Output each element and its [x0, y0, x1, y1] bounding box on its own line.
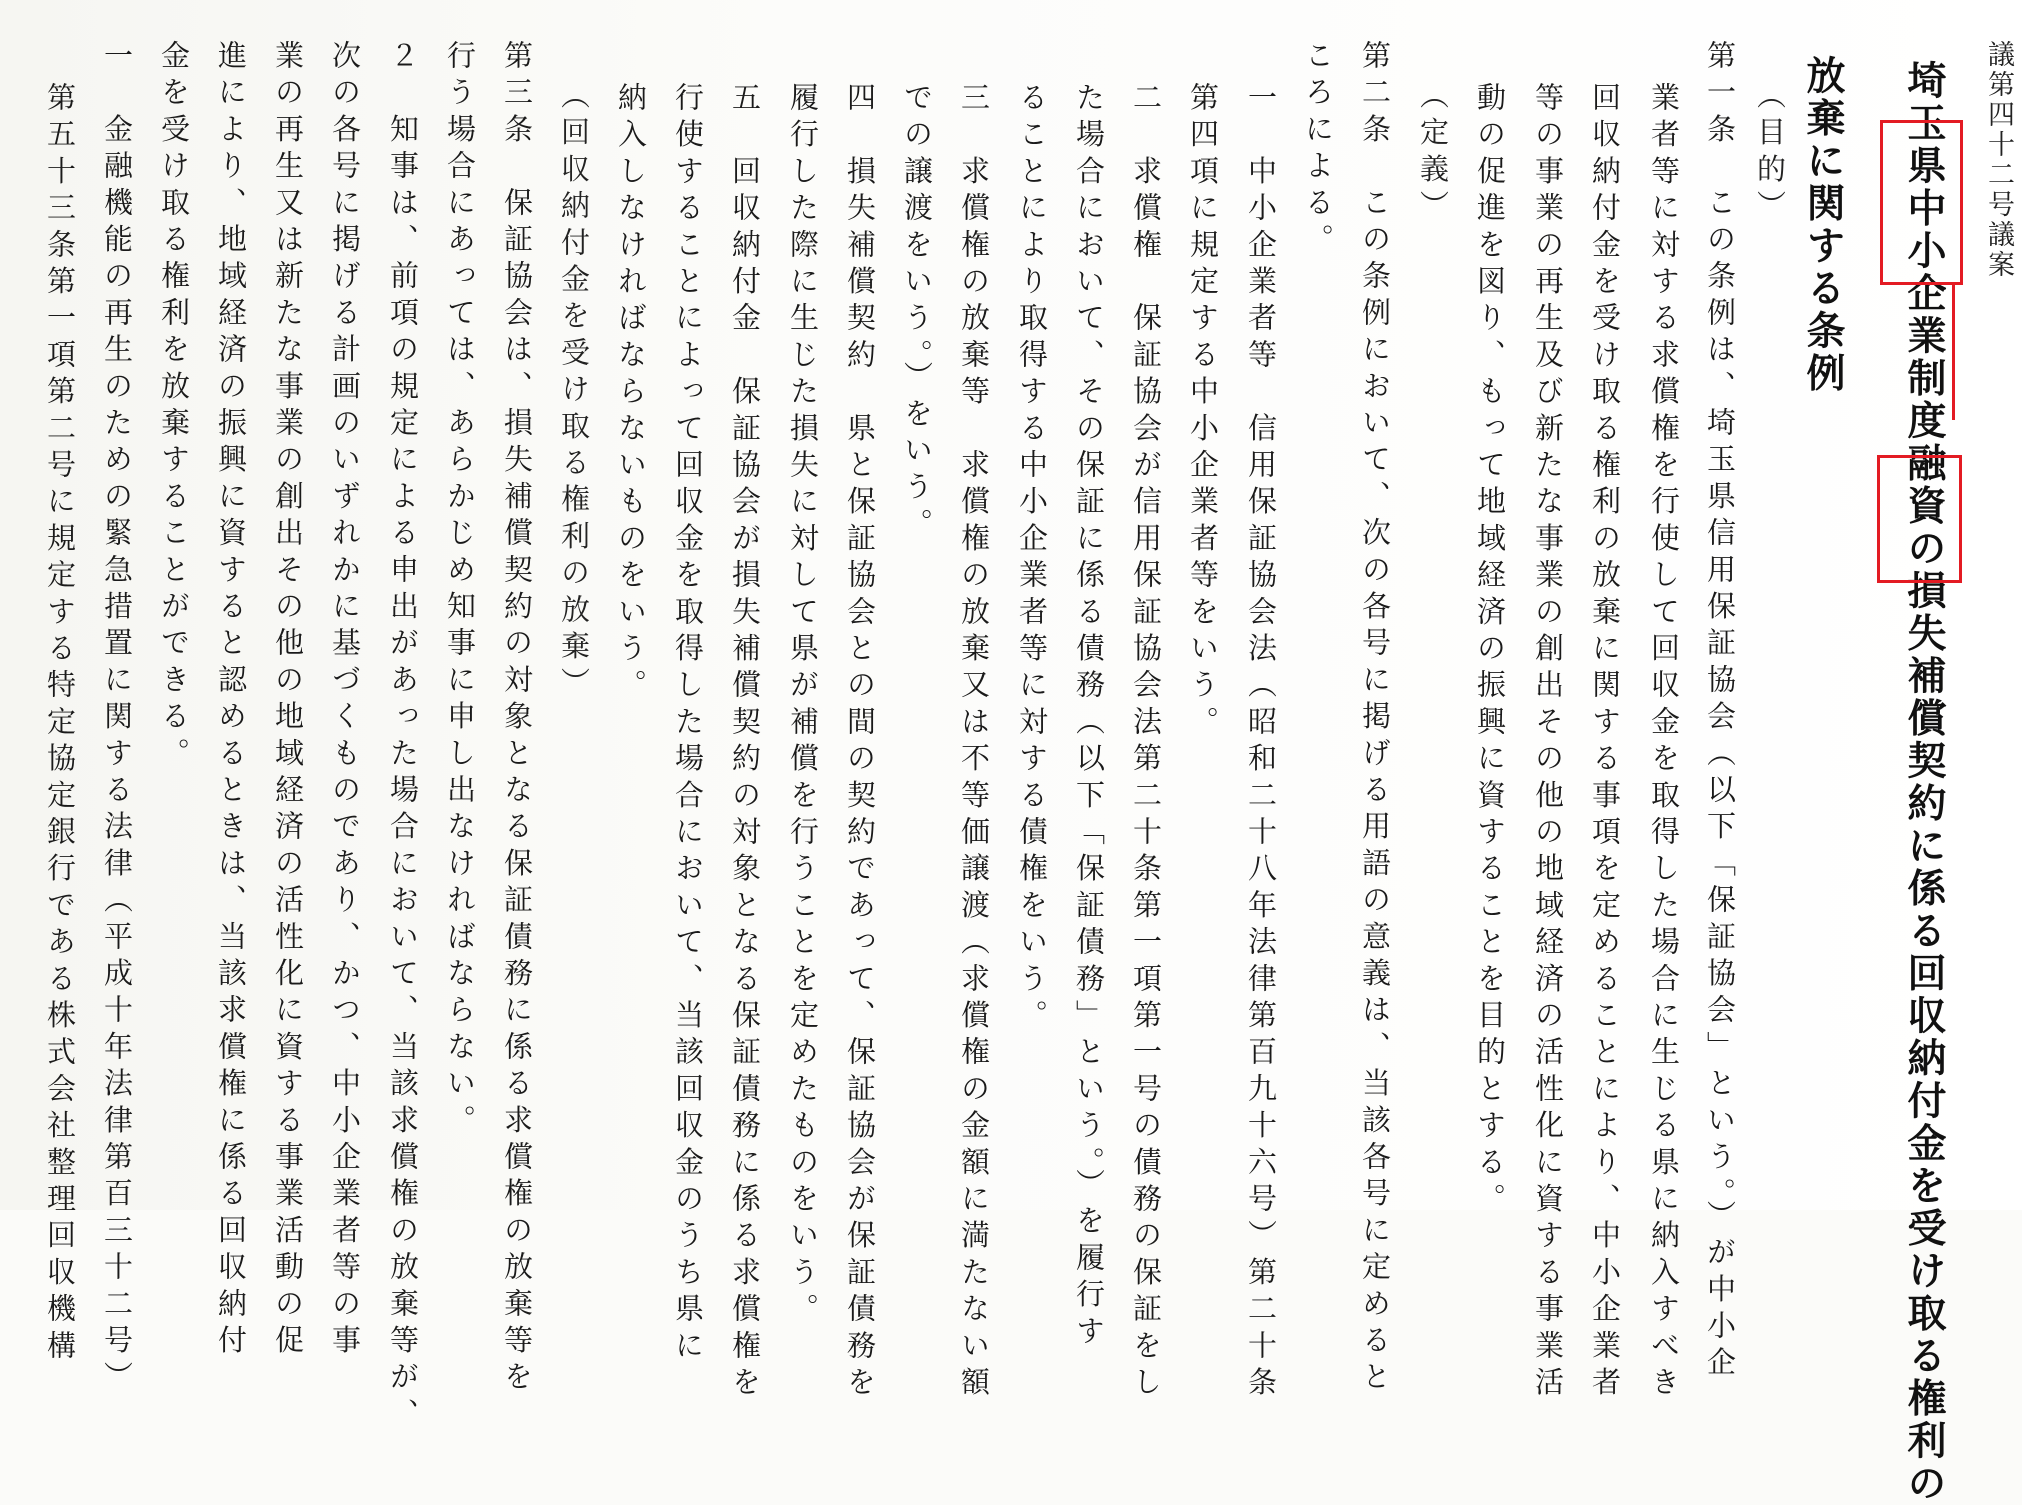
body-column: 次の各号に掲げる計画のいずれかに基づくものであり、かつ、中小企業者等の事: [328, 40, 362, 1362]
body-column: 納入しなければならないものをいう。: [614, 82, 648, 706]
title-line-1: 埼玉県中小企業制度融資の損失補償契約に係る回収納付金を受け取る権利の: [1901, 60, 1947, 1505]
body-column: 一 金融機能の再生のための緊急措置に関する法律（平成十年法律第百三十二号）: [100, 40, 134, 1398]
body-column: 二 求償権 保証協会が信用保証協会法第二十条第一項第一号の債務の保証をし: [1129, 82, 1163, 1404]
body-column: 五 回収納付金 保証協会が損失補償契約の対象となる保証債務に係る求償権を: [728, 82, 762, 1404]
body-column: 行う場合にあっては、あらかじめ知事に申し出なければならない。: [443, 40, 477, 1141]
body-column: ることにより取得する中小企業者等に対する債権をいう。: [1015, 82, 1049, 1037]
title-line-2: 放棄に関する条例: [1800, 55, 1846, 395]
body-column: 動の促進を図り、もって地域経済の振興に資することを目的とする。: [1473, 82, 1507, 1220]
body-column: 第三条 保証協会は、損失補償契約の対象となる保証債務に係る求償権の放棄等を: [500, 40, 534, 1398]
body-column: 第四項に規定する中小企業者等をいう。: [1186, 82, 1220, 743]
body-column: 業者等に対する求償権を行使して回収金を取得した場合に生じる県に納入すべき: [1647, 82, 1681, 1404]
heading-definitions: （定義）: [1416, 80, 1450, 227]
body-column: 第一条 この条例は、埼玉県信用保証協会（以下「保証協会」という。）が中小企: [1703, 40, 1737, 1384]
body-column: 第二条 この条例において、次の各号に掲げる用語の意義は、当該各号に定めると: [1358, 40, 1392, 1398]
heading-waiver: （回収納付金を受け取る権利の放棄）: [557, 80, 591, 704]
body-column: 履行した際に生じた損失に対して県が補償を行うことを定めたものをいう。: [786, 82, 820, 1330]
body-column: での譲渡をいう。）をいう。: [900, 82, 934, 545]
body-column: 三 求償権の放棄等 求償権の放棄又は不等価譲渡（求償権の金額に満たない額: [957, 82, 991, 1404]
body-column: 四 損失補償契約 県と保証協会との間の契約であって、保証協会が保証債務を: [843, 82, 877, 1404]
body-column: 金を受け取る権利を放棄することができる。: [157, 40, 191, 774]
body-column: 行使することによって回収金を取得した場合において、当該回収金のうち県に: [671, 82, 705, 1367]
body-column: 業の再生又は新たな事業の創出その他の地域経済の活性化に資する事業活動の促: [271, 40, 305, 1362]
body-column: 回収納付金を受け取る権利の放棄に関する事項を定めることにより、中小企業者: [1588, 82, 1622, 1404]
heading-purpose: （目的）: [1753, 80, 1787, 227]
body-column: ころによる。: [1301, 40, 1335, 261]
body-column: ２ 知事は、前項の規定による申出があった場合において、当該求償権の放棄等が、: [386, 40, 420, 1435]
body-column: 第五十三条第一項第二号に規定する特定協定銀行である株式会社整理回収機構: [43, 82, 77, 1367]
bill-number: 議第四十二号議案: [1983, 40, 2014, 280]
body-column: 進により、地域経済の振興に資すると認めるときは、当該求償権に係る回収納付: [214, 40, 248, 1362]
body-column: 一 中小企業者等 信用保証協会法（昭和二十八年法律第百九十六号）第二十条: [1244, 82, 1278, 1404]
highlight-box-chuushoukigyou: [1880, 120, 1963, 285]
highlight-connector-line: [1952, 282, 1955, 420]
highlight-box-sonshitsuhoshou: [1877, 455, 1962, 583]
body-column: 等の事業の再生及び新たな事業の創出その他の地域経済の活性化に資する事業活: [1531, 82, 1565, 1404]
body-column: た場合において、その保証に係る債務（以下「保証債務」という。）を履行す: [1072, 82, 1106, 1352]
